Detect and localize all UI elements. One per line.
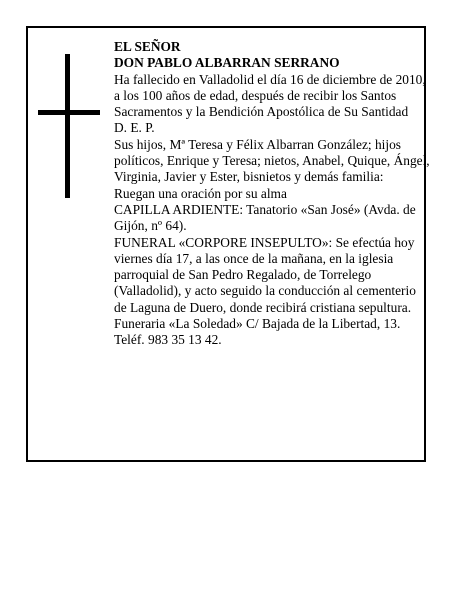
death-announcement: Ha fallecido en Valladolid el día 16 de diciembre de 2010, a los 100 años de edad, después de recibir los Santos Sacramentos y la Bendición Apostólica de Su Santidad: [114, 71, 426, 120]
rip-line: D. E. P.: [114, 120, 155, 136]
family-list: Sus hijos, Mª Teresa y Félix Albarran González; hijos políticos, Enrique y Teresa; nietos, Anabel, Quique, Ángel, Virginia, Javier y Ester, bisnietos y demás familia:: [114, 136, 430, 185]
obituary-notice: [26, 26, 430, 462]
deceased-name: DON PABLO ALBARRAN SERRANO: [114, 55, 340, 71]
notice-text: [114, 39, 430, 349]
wake-location: CAPILLA ARDIENTE: Tanatorio «San José» (Avda. de Gijón, nº 64).: [114, 201, 416, 234]
cross-vertical-bar: [65, 54, 70, 198]
notice-title: EL SEÑOR: [114, 39, 181, 54]
funeral-home: Funeraria «La Soledad» C/ Bajada de la Libertad, 13. Teléf. 983 35 13 42.: [114, 316, 401, 348]
cross-horizontal-bar: [38, 110, 100, 115]
funeral-details: FUNERAL «CORPORE INSEPULTO»: Se efectúa hoy viernes día 17, a las once de la mañana, en la iglesia parroquial de San Pedro Regalado, de Torrelego (Valladolid), y acto seguido la conducción al cementerio de Laguna de Duero, donde recibirá cristiana sepultura.: [114, 234, 416, 315]
cross-icon: [38, 54, 100, 198]
prayer-request: Ruegan una oración por su alma: [114, 185, 287, 201]
